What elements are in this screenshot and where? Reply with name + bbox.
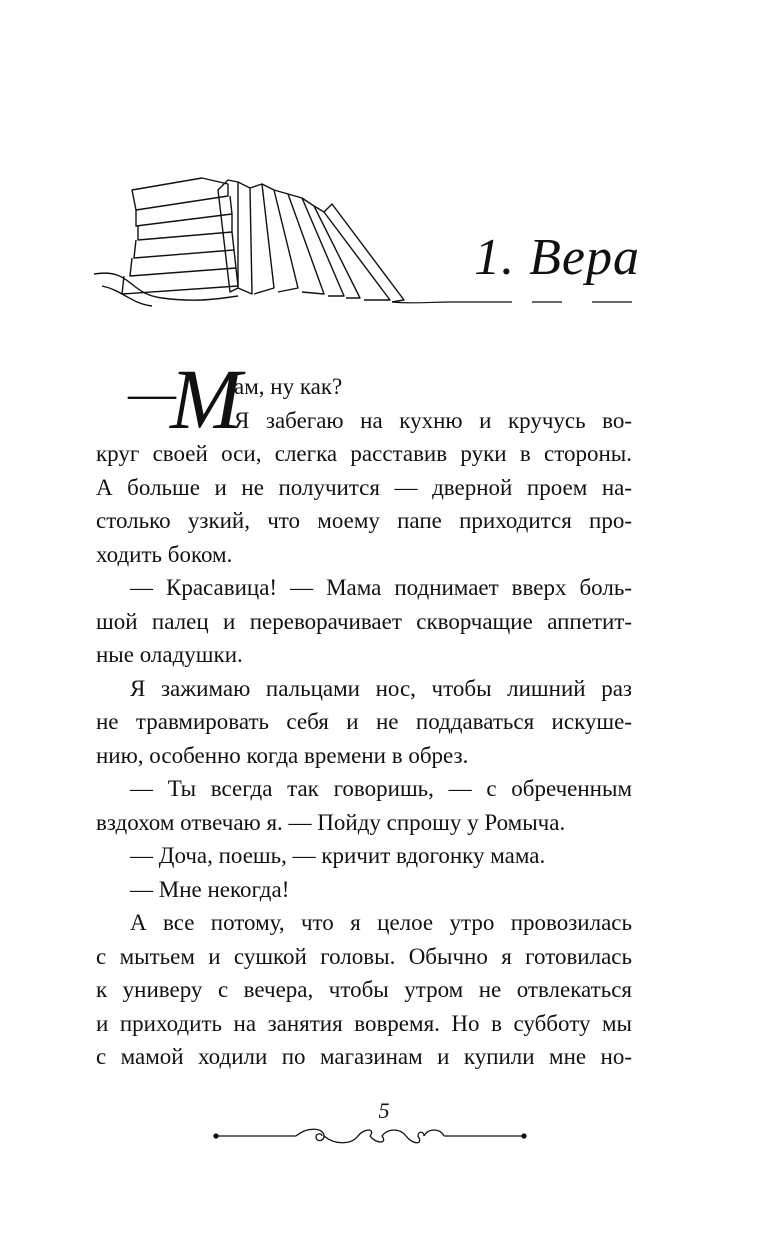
dropcap-letter: М (170, 351, 242, 447)
chapter-number: 1. (474, 229, 516, 286)
text-line: — Мне некогда! (130, 876, 290, 902)
text-line: столько узкий, что моему папе приходится про- (96, 508, 632, 533)
book-stack-icon (94, 178, 238, 306)
text-line: А больше и не получится — дверной проем на- (96, 474, 632, 500)
title-rule (392, 302, 632, 303)
chapter-title (470, 228, 640, 287)
text-line: ам, ну как? (234, 374, 343, 399)
body-text (96, 367, 632, 1074)
text-line: к универу с вечера, чтобы утром не отвлекаться (96, 977, 632, 1002)
text-line: — Красавица! — Мама поднимает вверх боль- (130, 575, 632, 600)
text-line: ные оладушки. (96, 642, 243, 667)
text-line: и приходить на занятия вовремя. Но в субботу мы (96, 1010, 632, 1036)
text-line: нию, особенно когда времени в обрез. (96, 742, 469, 768)
text-line: — Доча, поешь, — кричит вдогонку мама. (130, 843, 546, 868)
leaning-books-icon (218, 180, 404, 302)
text-line: круг своей оси, слегка расставив руки в стороны. (96, 441, 632, 466)
page-number: 5 (378, 1098, 390, 1123)
text-line: — Ты всегда так говоришь, — с обреченным (130, 776, 632, 801)
text-line: шой палец и переворачивает скворчащие аппетит- (96, 608, 632, 634)
text-line: А все потому, что я целое утро провозилась (130, 910, 632, 935)
text-line: ходить боком. (96, 541, 233, 567)
text-line: вздохом отвечаю я. — Пойду спрошу у Ромыча. (96, 809, 566, 835)
dropcap-dash: — (128, 367, 176, 420)
flourish-ornament-icon (212, 1124, 528, 1148)
text-line: с мытьем и сушкой головы. Обычно я готовилась (96, 943, 632, 969)
chapter-name: Вера (529, 229, 640, 286)
text-line: Я забегаю на кухню и кручусь во- (234, 407, 632, 433)
text-line: не травмировать себя и не поддаваться искуше- (96, 709, 632, 734)
text-line: Я зажимаю пальцами нос, чтобы лишний раз (130, 675, 632, 701)
text-line: с мамой ходили по магазинам и купили мне но- (96, 1044, 632, 1069)
